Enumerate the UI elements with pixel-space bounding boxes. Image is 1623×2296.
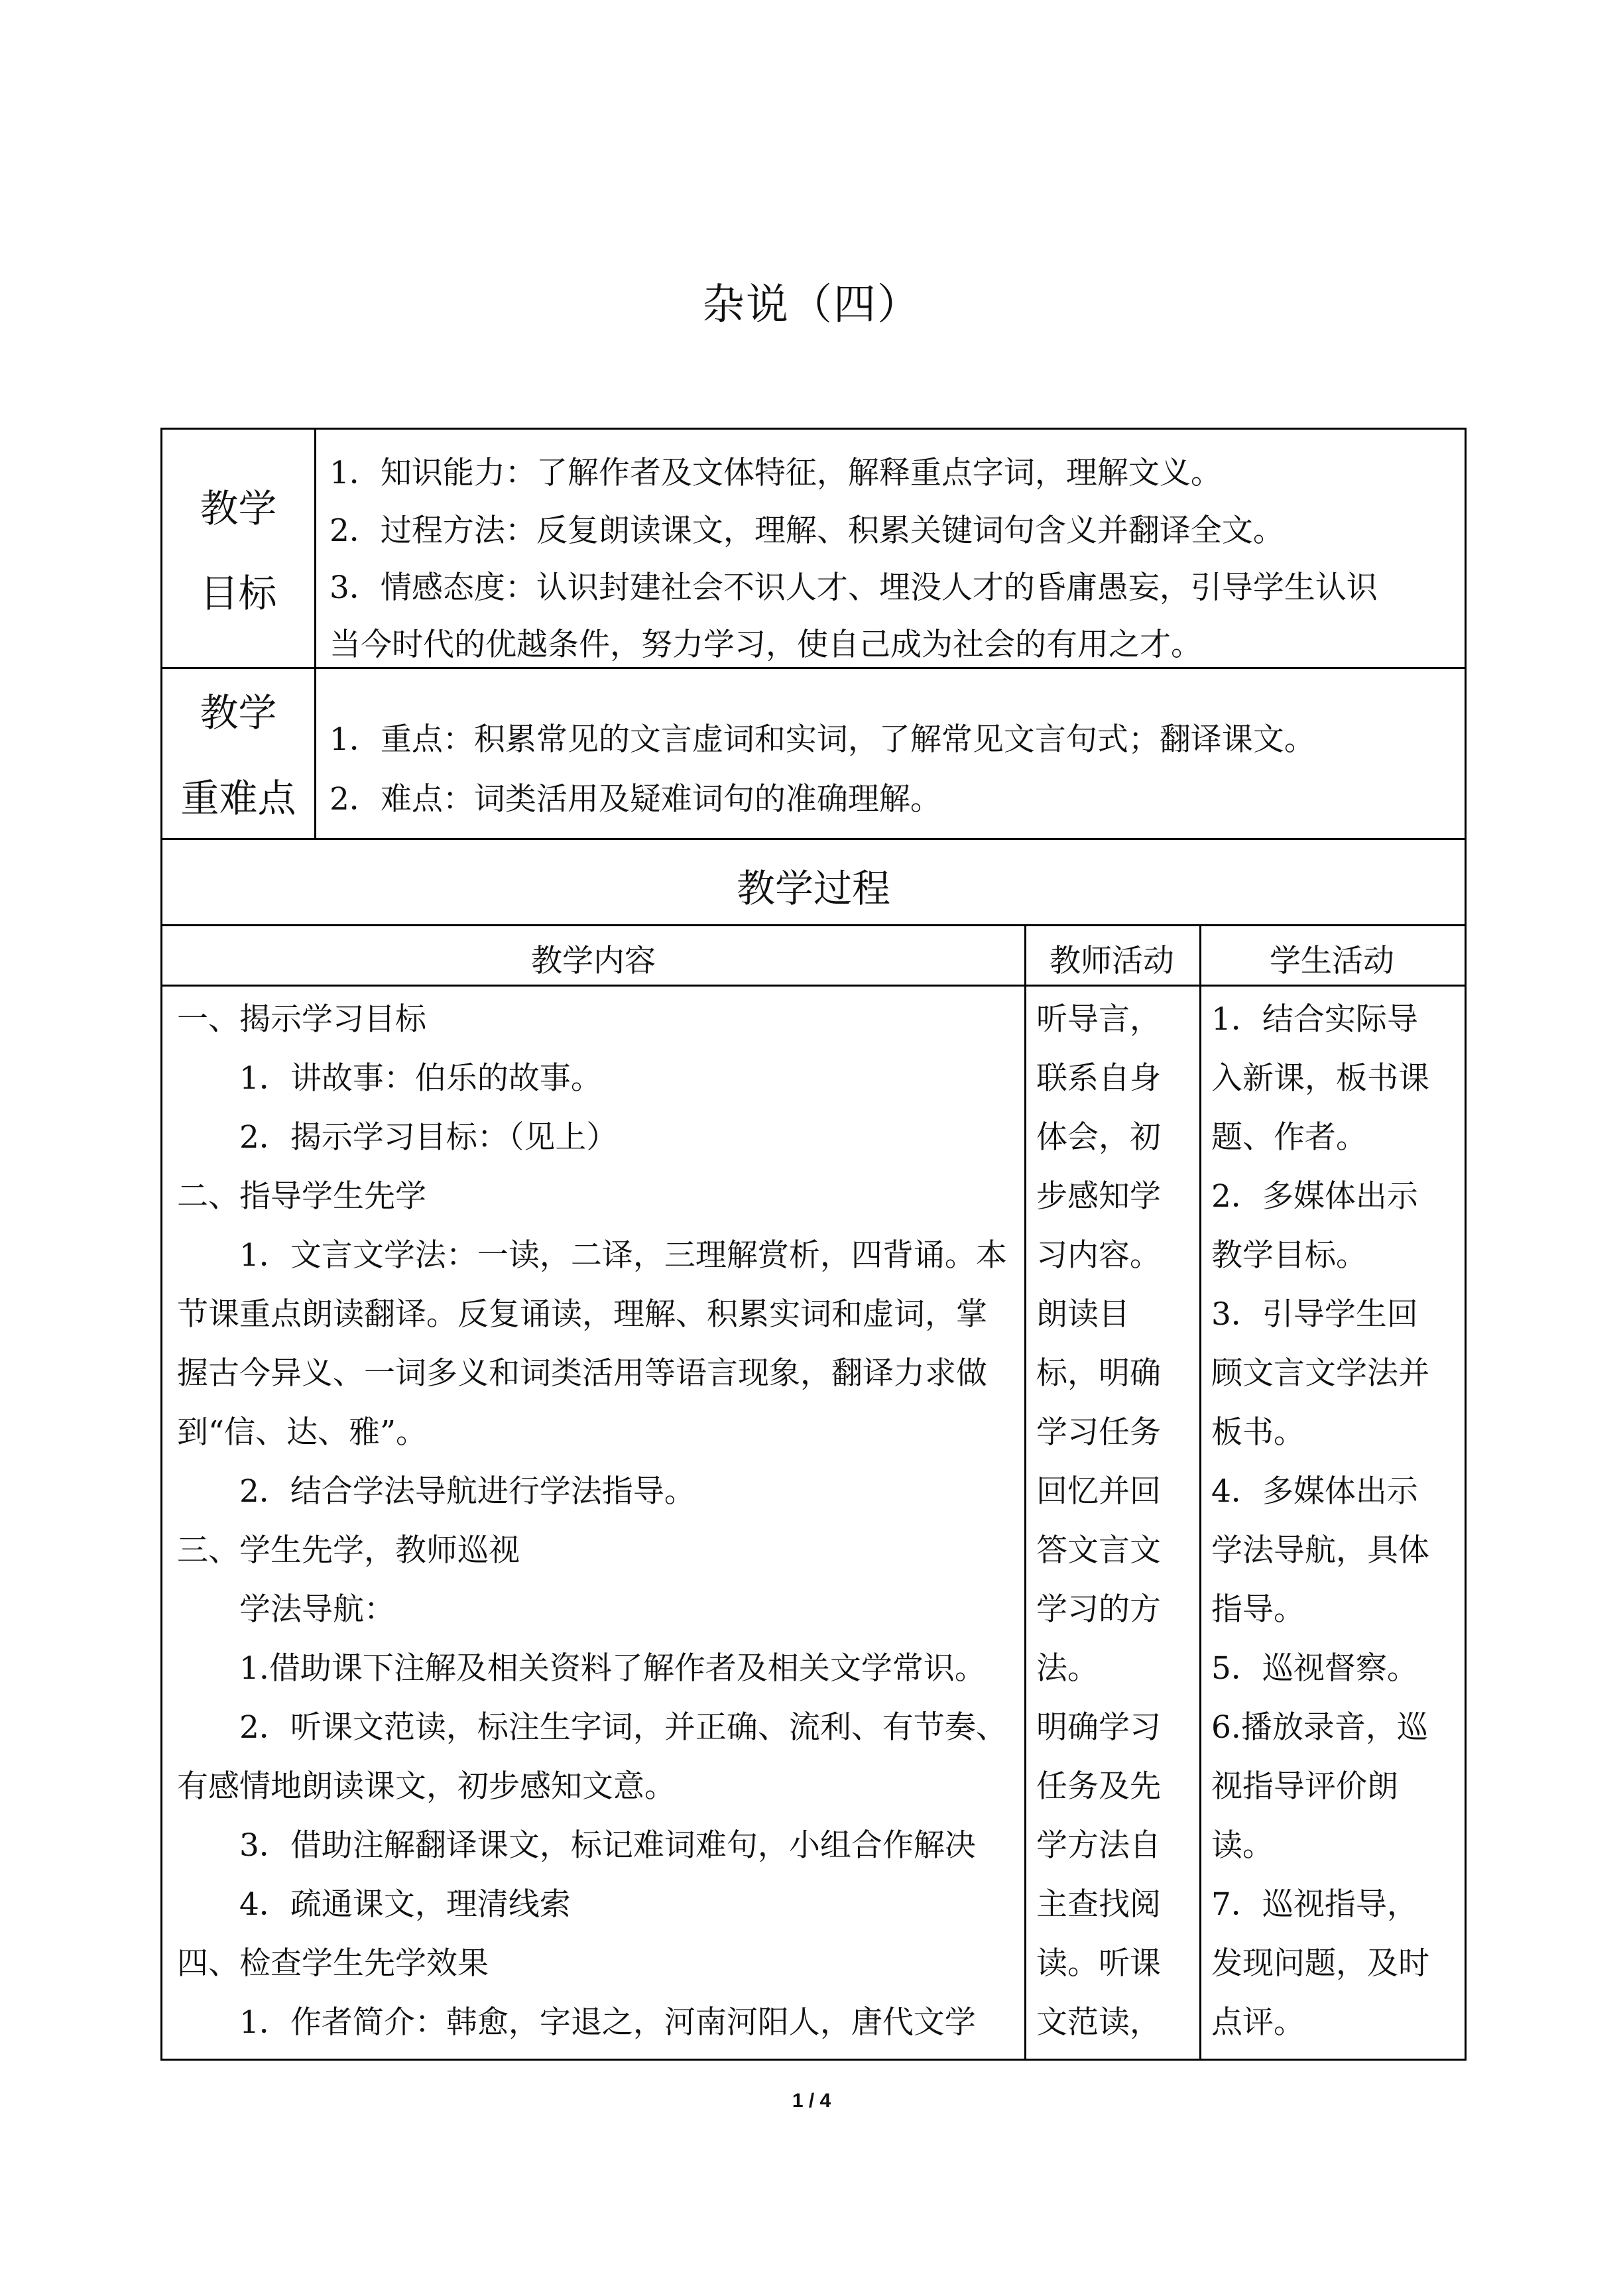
student-activity-line: 点评。 [1211, 2004, 1305, 2041]
teacher-activity-line: 体会，初 [1036, 1119, 1161, 1156]
content-line: 四、检查学生先学效果 [177, 1945, 489, 1982]
student-activity-line: 4．多媒体出示 [1211, 1473, 1418, 1510]
content-line: 有感情地朗读课文，初步感知文意。 [177, 1768, 676, 1805]
key-points-label-line: 重难点 [180, 776, 296, 821]
row-divider [162, 924, 1465, 926]
content-line: 握古今异义、一词多义和词类活用等语言现象，翻译力求做 [177, 1355, 987, 1392]
lesson-plan-table [160, 428, 1467, 2061]
row-divider [162, 838, 1465, 840]
content-line: 2．听课文范读，标注生字词，并正确、流利、有节奏、 [177, 1709, 1007, 1746]
content-line: 4．疏通课文，理清线索 [177, 1886, 571, 1923]
content-line: 一、揭示学习目标 [177, 1001, 426, 1038]
column-divider [1199, 924, 1201, 2061]
page-number: 1 / 4 [792, 2090, 831, 2112]
student-activity-line: 发现问题，及时 [1211, 1945, 1429, 1982]
teacher-activity-line: 学习任务 [1036, 1414, 1161, 1451]
column-header-student: 学生活动 [1270, 943, 1394, 979]
content-line: 学法导航： [177, 1591, 395, 1628]
teacher-activity-line: 文范读， [1036, 2004, 1161, 2041]
teacher-activity-line: 联系自身 [1036, 1060, 1161, 1097]
student-activity-line: 1．结合实际导 [1211, 1001, 1418, 1038]
teacher-activity-line: 读。听课 [1036, 1945, 1161, 1982]
key-point-item: 2．难点：词类活用及疑难词句的准确理解。 [330, 781, 941, 817]
content-line: 3．借助注解翻译课文，标记难词难句，小组合作解决 [177, 1827, 976, 1864]
process-heading: 教学过程 [736, 866, 890, 911]
key-points-label [162, 667, 314, 838]
content-line: 2．揭示学习目标：（见上） [177, 1119, 618, 1156]
student-activity-line: 视指导评价朗 [1211, 1768, 1398, 1805]
content-line: 1．文言文学法：一读，二译，三理解赏析，四背诵。本 [177, 1237, 1007, 1274]
objective-item: 2．过程方法：反复朗读课文，理解、积累关键词句含义并翻译全文。 [330, 513, 1284, 549]
document-title: 杂说（四） [702, 280, 921, 330]
content-line: 1．讲故事：伯乐的故事。 [177, 1060, 602, 1097]
label-column-divider [314, 430, 316, 838]
teacher-activity-line: 主查找阅 [1036, 1886, 1161, 1923]
teacher-activity-line: 标，明确 [1036, 1355, 1161, 1392]
student-activity-line: 读。 [1211, 1827, 1274, 1864]
student-activity-line: 题、作者。 [1211, 1119, 1367, 1156]
content-line: 1．作者简介：韩愈，字退之，河南河阳人，唐代文学 [177, 2004, 976, 2041]
objective-item: 1．知识能力：了解作者及文体特征，解释重点字词，理解文义。 [330, 455, 1222, 491]
student-activity-line: 顾文言文学法并 [1211, 1355, 1429, 1392]
objective-item: 3．情感态度：认识封建社会不识人才、埋没人才的昏庸愚妄，引导学生认识 [330, 570, 1378, 606]
key-point-item: 1．重点：积累常见的文言虚词和实词，了解常见文言句式；翻译课文。 [330, 721, 1315, 758]
student-activity-line: 入新课，板书课 [1211, 1060, 1429, 1097]
content-line: 二、指导学生先学 [177, 1178, 426, 1215]
objectives-label-line: 目标 [200, 571, 277, 616]
teacher-activity-line: 听导言， [1036, 1001, 1161, 1038]
student-activity-line: 5．巡视督察。 [1211, 1650, 1418, 1687]
key-points-label-line: 教学 [200, 690, 277, 735]
row-divider [162, 985, 1465, 987]
content-line: 节课重点朗读翻译。反复诵读，理解、积累实词和虚词，掌 [177, 1296, 987, 1333]
content-line: 三、学生先学，教师巡视 [177, 1532, 520, 1569]
content-line: 2．结合学法导航进行学法指导。 [177, 1473, 695, 1510]
objective-item: 当今时代的优越条件，努力学习，使自己成为社会的有用之才。 [330, 627, 1202, 663]
student-activity-line: 学法导航，具体 [1211, 1532, 1429, 1569]
teacher-activity-line: 习内容。 [1036, 1237, 1161, 1274]
content-line: 到“信、达、雅”。 [177, 1414, 428, 1451]
teacher-activity-line: 明确学习 [1036, 1709, 1161, 1746]
student-activity-line: 指导。 [1211, 1591, 1305, 1628]
column-header-teacher: 教师活动 [1050, 943, 1174, 979]
teacher-activity-line: 学方法自 [1036, 1827, 1161, 1864]
teacher-activity-line: 任务及先 [1036, 1768, 1161, 1805]
student-activity-line: 板书。 [1211, 1414, 1305, 1451]
student-activity-line: 2．多媒体出示 [1211, 1178, 1418, 1215]
objectives-label [162, 430, 314, 667]
content-line: 1.借助课下注解及相关资料了解作者及相关文学常识。 [177, 1650, 986, 1687]
column-header-content: 教学内容 [531, 943, 656, 979]
column-divider [1024, 924, 1026, 2061]
student-activity-line: 3．引导学生回 [1211, 1296, 1418, 1333]
teacher-activity-line: 法。 [1036, 1650, 1099, 1687]
teacher-activity-line: 回忆并回 [1036, 1473, 1161, 1510]
row-divider [162, 667, 1465, 669]
teacher-activity-line: 答文言文 [1036, 1532, 1161, 1569]
teacher-activity-line: 学习的方 [1036, 1591, 1161, 1628]
teacher-activity-line: 朗读目 [1036, 1296, 1130, 1333]
objectives-label-line: 教学 [200, 486, 277, 531]
student-activity-line: 6.播放录音，巡 [1211, 1709, 1428, 1746]
student-activity-line: 7．巡视指导， [1211, 1886, 1418, 1923]
student-activity-line: 教学目标。 [1211, 1237, 1367, 1274]
teacher-activity-line: 步感知学 [1036, 1178, 1161, 1215]
